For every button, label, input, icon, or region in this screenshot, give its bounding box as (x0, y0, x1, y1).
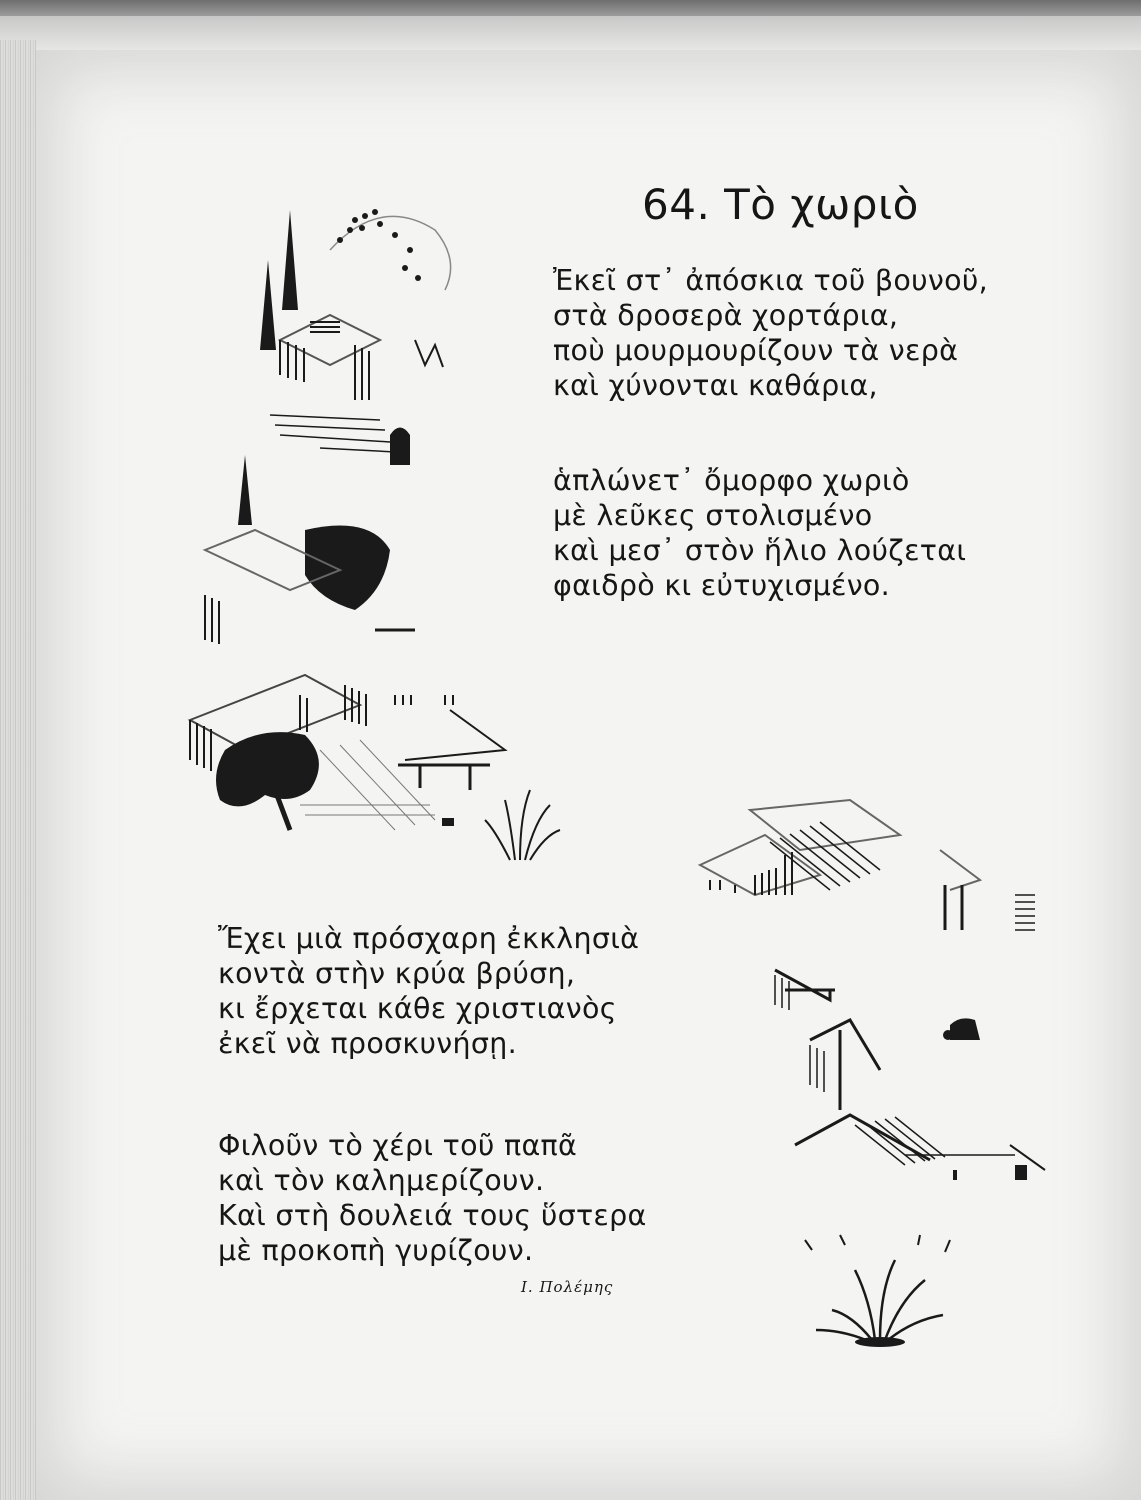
poem-line: Καὶ στὴ δουλειά τους ὕστερα (218, 1199, 647, 1232)
book-top-shadow (0, 16, 1141, 50)
book-top-edge (0, 0, 1141, 16)
poem-title: 64. Τὸ χωριὸ (642, 180, 919, 229)
poem-line: καὶ τὸν καλημερίζουν. (218, 1164, 545, 1197)
poem-line: Ἐκεῖ στ᾿ ἀπόσκια τοῦ βουνοῦ, (553, 264, 988, 297)
page-stack-edges (0, 40, 36, 1500)
poem-line: ποὺ μουρμουρίζουν τὰ νερὰ (553, 334, 959, 367)
stanza-1 (553, 263, 988, 403)
poem-line: ἐκεῖ νὰ προσκυνήσῃ. (218, 1027, 517, 1060)
poem-author: Ι. Πολέμης (521, 1278, 614, 1296)
poem-line: φαιδρὸ κι εὐτυχισμένο. (553, 569, 891, 602)
stanza-2 (553, 463, 966, 603)
grass-tuft-illustration (800, 1230, 980, 1350)
poem-line: Φιλοῦν τὸ χέρι τοῦ παπᾶ (218, 1129, 578, 1162)
poem-line: ἁπλώνετ᾿ ὄμορφο χωριὸ (553, 464, 910, 497)
poem-line: καὶ χύνονται καθάρια, (553, 369, 878, 402)
stanza-4 (218, 1128, 647, 1268)
poem-line: καὶ μεσ᾿ στὸν ἥλιο λούζεται (553, 534, 967, 567)
poem-line: κι ἔρχεται κάθε χριστιανὸς (218, 992, 617, 1025)
stanza-3 (218, 921, 639, 1061)
poem-line: στὰ δροσερὰ χορτάρια, (553, 299, 899, 332)
poem-line: μὲ λεῦκες στολισμένο (553, 499, 873, 532)
village-hillside-illustration (180, 190, 580, 870)
poem-line: Ἔχει μιὰ πρόσχαρη ἐκκλησιὰ (218, 922, 640, 955)
village-houses-illustration (690, 780, 1070, 1180)
poem-line: μὲ προκοπὴ γυρίζουν. (218, 1234, 534, 1267)
poem-line: κοντὰ στὴν κρύα βρύση, (218, 957, 576, 990)
